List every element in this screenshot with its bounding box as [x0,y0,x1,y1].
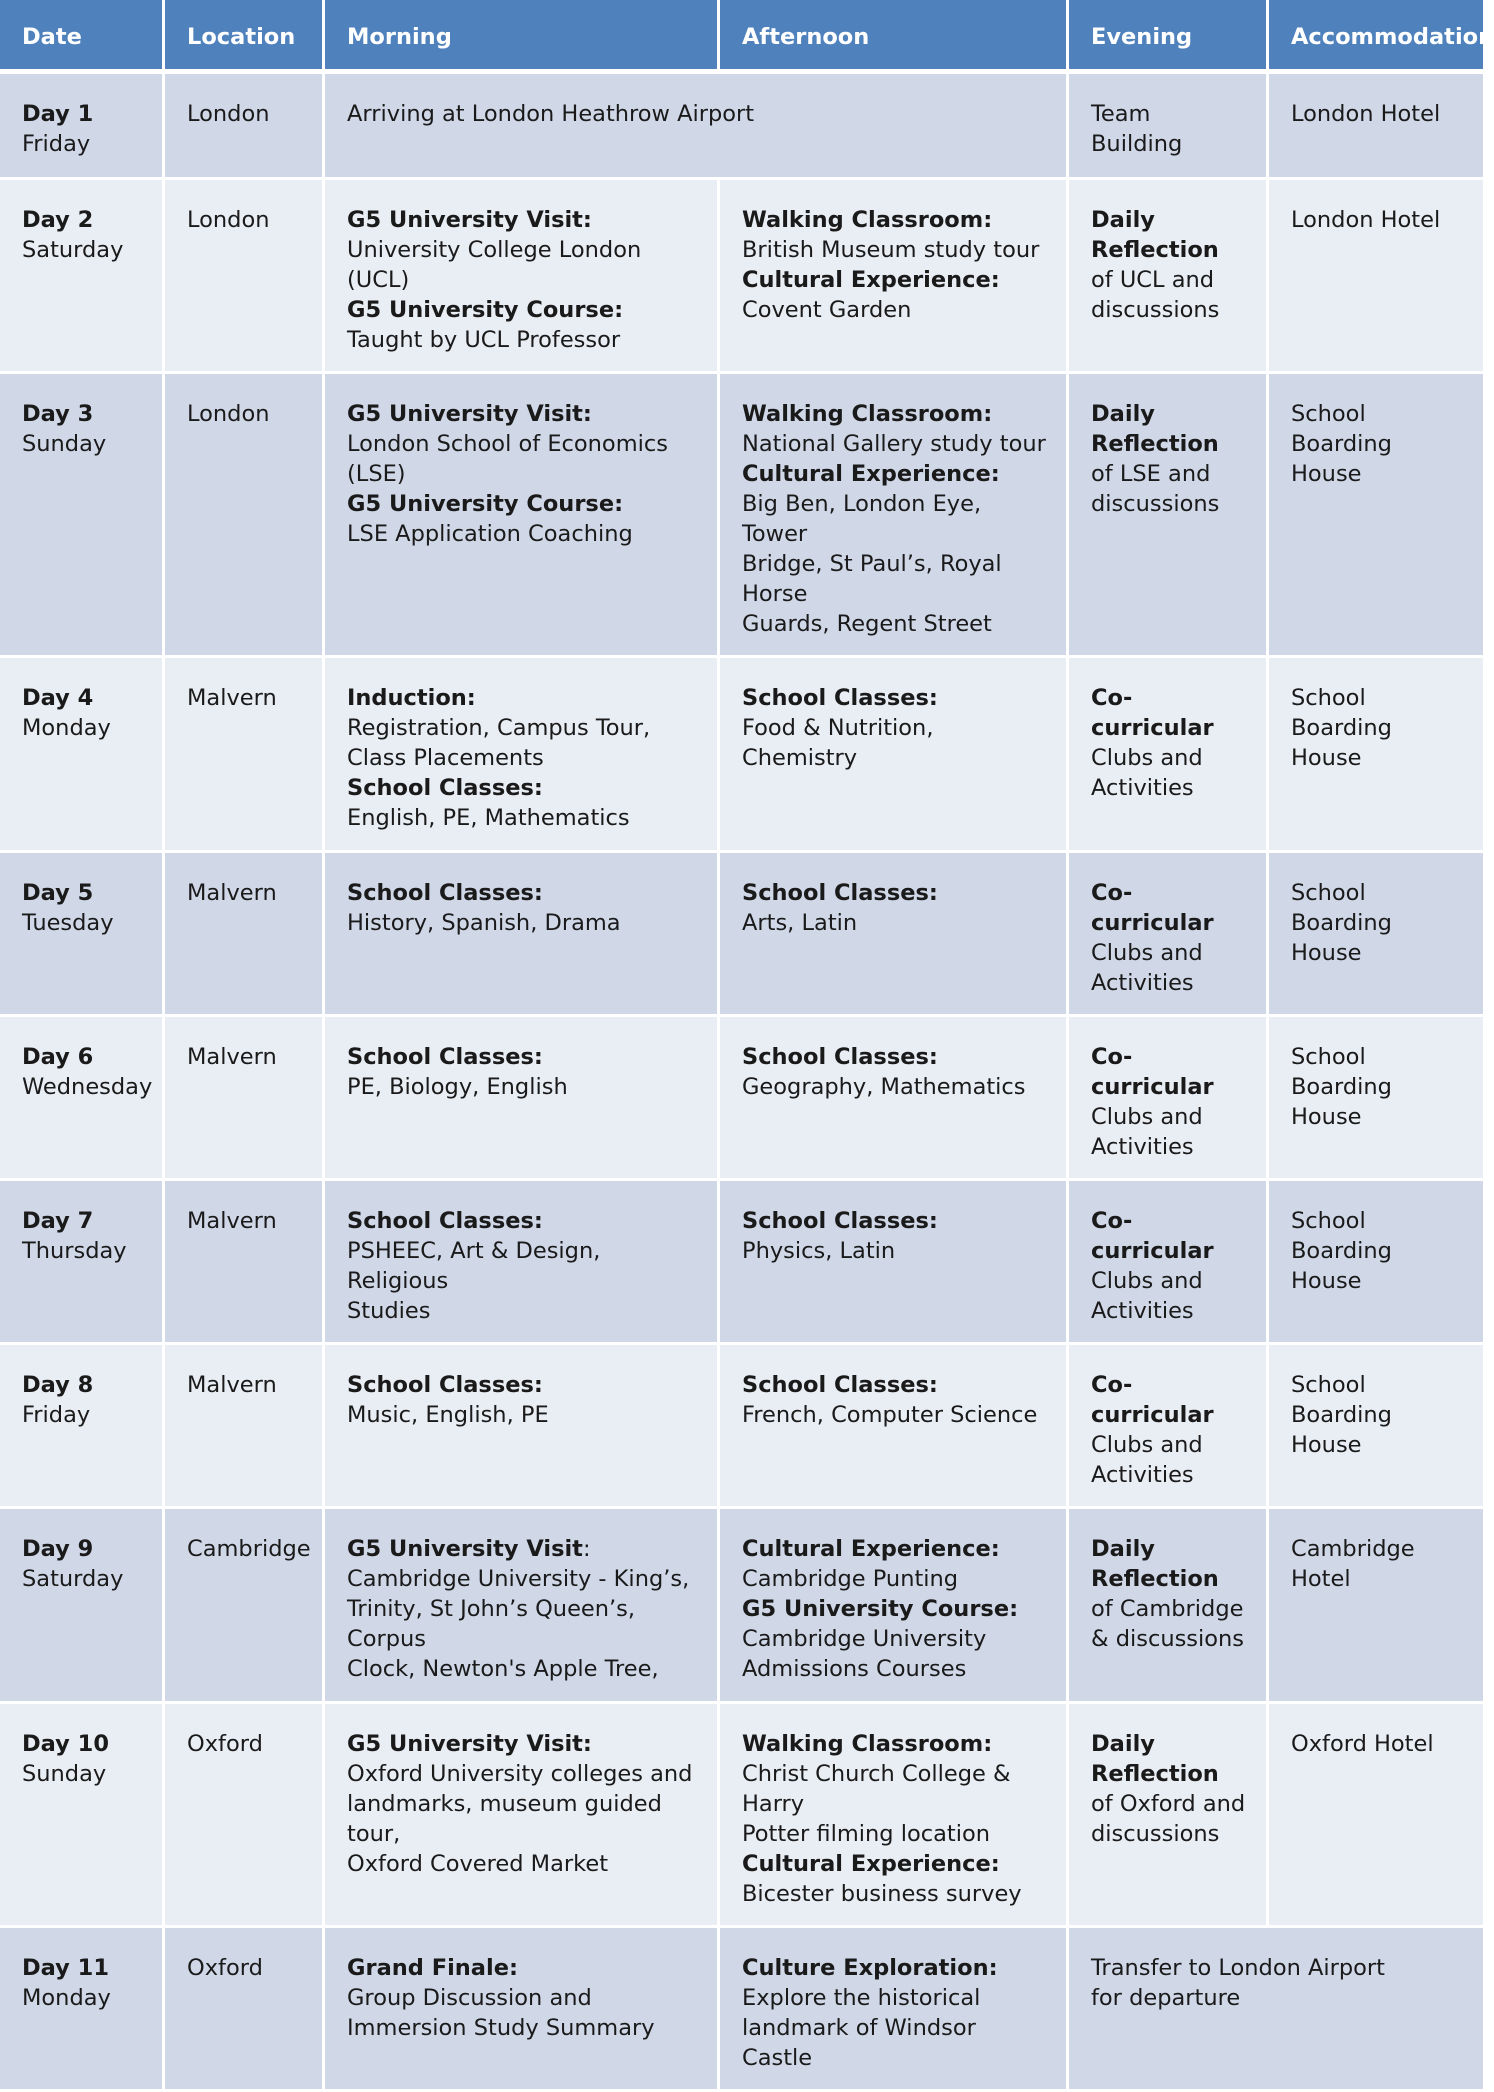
accommodation-cell: School Boarding House [1269,1017,1483,1181]
day-label: Day 7 [22,1208,94,1234]
table-row [0,853,1483,1017]
header-row [0,0,1483,74]
location-cell: Cambridge [165,1509,325,1704]
afternoon-cell: Walking Classroom: British Museum study tour Cultural Experience: Covent Garden [720,180,1069,374]
morning-cell: G5 University Visit: Cambridge University - King’s, Trinity, St John’s Queen’s, Corpus Clock, Newton's Apple Tree, [325,1509,720,1704]
morning-cell: Grand Finale: Group Discussion and Immersion Study Summary [325,1928,720,2092]
date-cell [0,1928,165,2092]
table-row [0,374,1483,658]
date-cell [0,1704,165,1928]
morning-cell: School Classes: History, Spanish, Drama [325,853,720,1017]
departure-cell: Transfer to London Airport for departure [1069,1928,1483,2092]
day-label: Day 4 [22,685,94,711]
accommodation-cell: School Boarding House [1269,853,1483,1017]
afternoon-cell: School Classes: Arts, Latin [720,853,1069,1017]
accommodation-cell: School Boarding House [1269,1181,1483,1345]
table-row [0,1704,1483,1928]
evening-cell: Co-curricular Clubs and Activities [1069,1017,1269,1181]
location-cell: London [165,374,325,658]
evening-cell: Daily Reflection of Oxford and discussions [1069,1704,1269,1928]
location-cell: London [165,180,325,374]
day-label: Day 6 [22,1044,94,1070]
location-cell: Malvern [165,853,325,1017]
header-afternoon: Afternoon [720,0,1069,74]
afternoon-cell: Culture Exploration: Explore the historical landmark of Windsor Castle [720,1928,1069,2092]
accommodation-cell: School Boarding House [1269,374,1483,658]
afternoon-cell: Walking Classroom: National Gallery study tour Cultural Experience: Big Ben, London Eye, Tower Bridge, St Paul’s, Royal Horse Guards, Regent Street [720,374,1069,658]
weekday-label: Friday [22,1402,91,1428]
header-evening: Evening [1069,0,1269,74]
morning-cell: Induction: Registration, Campus Tour, Class Placements School Classes: English, PE, Mathematics [325,658,720,853]
day-label: Day 3 [22,401,94,427]
day-label: Day 11 [22,1955,109,1981]
accommodation-cell: Oxford Hotel [1269,1704,1483,1928]
morning-cell: School Classes: PSHEEC, Art & Design, Religious Studies [325,1181,720,1345]
day-label: Day 9 [22,1536,94,1562]
weekday-label: Wednesday [22,1074,153,1100]
table-row [0,658,1483,853]
header-date: Date [0,0,165,74]
date-cell [0,1181,165,1345]
evening-cell: Daily Reflection of Cambridge & discussions [1069,1509,1269,1704]
date-cell [0,1345,165,1509]
day-label: Day 10 [22,1731,109,1757]
table-row [0,1928,1483,2092]
weekday-label: Friday [22,131,91,157]
day-label: Day 8 [22,1372,94,1398]
location-cell: Oxford [165,1928,325,2092]
afternoon-cell: School Classes: Food & Nutrition, Chemistry [720,658,1069,853]
morning-cell: G5 University Visit: Oxford University colleges and landmarks, museum guided tour, Oxford Covered Market [325,1704,720,1928]
weekday-label: Saturday [22,1566,124,1592]
table-row [0,180,1483,374]
location-cell: Oxford [165,1704,325,1928]
evening-cell: Co-curricular Clubs and Activities [1069,1345,1269,1509]
date-cell [0,853,165,1017]
date-cell [0,374,165,658]
weekday-label: Monday [22,1985,111,2011]
header-accommodation: Accommodation [1269,0,1483,74]
accommodation-cell: School Boarding House [1269,658,1483,853]
date-cell [0,658,165,853]
weekday-label: Sunday [22,1761,107,1787]
table-row [0,1345,1483,1509]
location-cell: Malvern [165,1181,325,1345]
evening-cell: Co-curricular Clubs and Activities [1069,853,1269,1017]
location-cell: Malvern [165,1345,325,1509]
table-row [0,1017,1483,1181]
accommodation-cell: London Hotel [1269,180,1483,374]
day-label: Day 2 [22,207,94,233]
date-cell [0,180,165,374]
afternoon-cell: School Classes: Geography, Mathematics [720,1017,1069,1181]
weekday-label: Saturday [22,237,124,263]
location-cell: Malvern [165,658,325,853]
evening-cell: Daily Reflection of LSE and discussions [1069,374,1269,658]
afternoon-cell: Cultural Experience: Cambridge Punting G5 University Course: Cambridge University Admissions Courses [720,1509,1069,1704]
weekday-label: Thursday [22,1238,127,1264]
day-label: Day 1 [22,101,94,127]
afternoon-cell: Walking Classroom: Christ Church College & Harry Potter filming location Cultural Experience: Bicester business survey [720,1704,1069,1928]
table-row [0,74,1483,180]
weekday-label: Tuesday [22,910,114,936]
evening-cell: Team Building [1069,74,1269,180]
accommodation-cell: School Boarding House [1269,1345,1483,1509]
date-cell [0,1509,165,1704]
table-row [0,1181,1483,1345]
afternoon-cell: School Classes: Physics, Latin [720,1181,1069,1345]
weekday-label: Sunday [22,431,107,457]
evening-cell: Co-curricular Clubs and Activities [1069,658,1269,853]
morning-cell: G5 University Visit: London School of Economics (LSE) G5 University Course: LSE Application Coaching [325,374,720,658]
header-morning: Morning [325,0,720,74]
afternoon-cell: School Classes: French, Computer Science [720,1345,1069,1509]
date-cell [0,74,165,180]
morning-cell: School Classes: Music, English, PE [325,1345,720,1509]
accommodation-cell: Cambridge Hotel [1269,1509,1483,1704]
morning-cell: G5 University Visit: University College London (UCL) G5 University Course: Taught by UCL Professor [325,180,720,374]
date-cell [0,1017,165,1181]
evening-cell: Co-curricular Clubs and Activities [1069,1181,1269,1345]
arrival-cell: Arriving at London Heathrow Airport [325,74,1069,180]
evening-cell: Daily Reflection of UCL and discussions [1069,180,1269,374]
location-cell: London [165,74,325,180]
day-label: Day 5 [22,880,94,906]
table-row [0,1509,1483,1704]
accommodation-cell: London Hotel [1269,74,1483,180]
header-location: Location [165,0,325,74]
morning-cell: School Classes: PE, Biology, English [325,1017,720,1181]
weekday-label: Monday [22,715,111,741]
location-cell: Malvern [165,1017,325,1181]
